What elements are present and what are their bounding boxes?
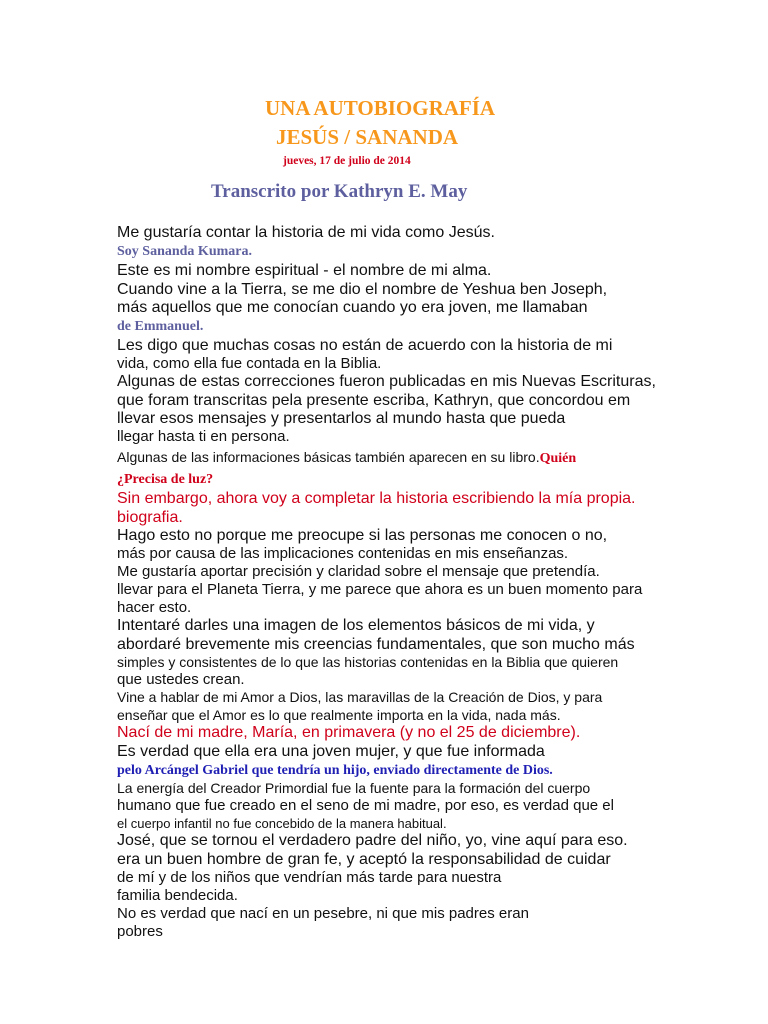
paragraph-line: familia bendecida. xyxy=(117,887,238,905)
paragraph-line: llevar esos mensajes y presentarlos al mundo hasta que pueda xyxy=(117,410,566,428)
paragraph-line: abordaré brevemente mis creencias fundamentales, que son mucho más xyxy=(117,635,635,653)
paragraph-line: el cuerpo infantil no fue concebido de la manera habitual. xyxy=(117,816,447,832)
paragraph-line: llegar hasta ti en persona. xyxy=(117,428,290,446)
title-line-2: JESÚS / SANANDA xyxy=(276,125,459,149)
byline: Transcrito por Kathryn E. May xyxy=(211,181,468,202)
paragraph-line: José, que se tornou el verdadero padre del niño, yo, vine aquí para eso. xyxy=(117,832,628,850)
red-paragraph-line: biografia. xyxy=(117,508,183,526)
paragraph-line: enseñar que el Amor es lo que realmente importa en la vida, nada más. xyxy=(117,706,561,723)
book-title-part-1: Quién xyxy=(539,451,577,467)
paragraph-line: era un buen hombre de gran fe, y aceptó la responsabilidad de cuidar xyxy=(117,850,611,868)
book-mention-text: Algunas de las informaciones básicas también aparecen en su libro. xyxy=(117,449,540,466)
paragraph-line: Este es mi nombre espiritual - el nombre de mi alma. xyxy=(117,262,492,280)
spiritual-name-line: Soy Sananda Kumara. xyxy=(117,244,252,260)
red-paragraph-line: Sin embargo, ahora voy a completar la historia escribiendo la mía propia. xyxy=(117,490,636,508)
paragraph-line: más por causa de las implicaciones contenidas en mis enseñanzas. xyxy=(117,545,569,563)
paragraph-line: No es verdad que nací en un pesebre, ni que mis padres eran xyxy=(117,905,529,923)
body-text xyxy=(117,224,677,941)
paragraph-line: Cuando vine a la Tierra, se me dio el nombre de Yeshua ben Joseph, xyxy=(117,280,608,298)
paragraph-line: que ustedes crean. xyxy=(117,671,245,689)
paragraph-line: La energía del Creador Primordial fue la fuente para la formación del cuerpo xyxy=(117,779,591,796)
paragraph-line: de mí y de los niños que vendrían más tarde para nuestra xyxy=(117,869,502,887)
paragraph-line: Me gustaría contar la historia de mi vida como Jesús. xyxy=(117,224,495,241)
paragraph-line: Intentaré darles una imagen de los elementos básicos de mi vida, y xyxy=(117,617,595,635)
paragraph-line: vida, como ella fue contada en la Biblia. xyxy=(117,355,382,373)
paragraph-line: Vine a hablar de mi Amor a Dios, las maravillas de la Creación de Dios, y para xyxy=(117,689,603,706)
book-title-part-2: ¿Precisa de luz? xyxy=(117,472,214,488)
paragraph-line: pobres xyxy=(117,923,163,941)
paragraph-line: llevar para el Planeta Tierra, y me parece que ahora es un buen momento para xyxy=(117,581,643,599)
paragraph-line: humano que fue creado en el seno de mi madre, por eso, es verdad que el xyxy=(117,797,614,815)
paragraph-line: Hago esto no porque me preocupe si las personas me conocen o no, xyxy=(117,526,608,544)
red-paragraph-line: Nací de mi madre, María, en primavera (y no el 25 de diciembre). xyxy=(117,724,581,742)
paragraph-line: Es verdad que ella era una joven mujer, y que fue informada xyxy=(117,742,545,760)
title-line-1: UNA AUTOBIOGRAFÍA xyxy=(265,96,496,120)
paragraph-line: Les digo que muchas cosas no están de acuerdo con la historia de mi xyxy=(117,337,613,355)
paragraph-line: más aquellos que me conocían cuando yo era joven, me llamaban xyxy=(117,298,588,316)
paragraph-line: Me gustaría aportar precisión y claridad sobre el mensaje que pretendía. xyxy=(117,563,600,581)
paragraph-line: simples y consistentes de lo que las historias contenidas en la Biblia que quieren xyxy=(117,653,619,670)
paragraph-line xyxy=(117,446,677,470)
date-line: jueves, 17 de julio de 2014 xyxy=(283,155,411,167)
paragraph-line: Algunas de estas correcciones fueron publicadas en mis Nuevas Escrituras, xyxy=(117,373,656,391)
emmanuel-line: de Emmanuel. xyxy=(117,319,204,335)
gabriel-line: pelo Arcángel Gabriel que tendría un hijo, enviado directamente de Dios. xyxy=(117,762,553,778)
paragraph-line: hacer esto. xyxy=(117,599,192,617)
paragraph-line: que foram transcritas pela presente escriba, Kathryn, que concordou em xyxy=(117,391,631,409)
